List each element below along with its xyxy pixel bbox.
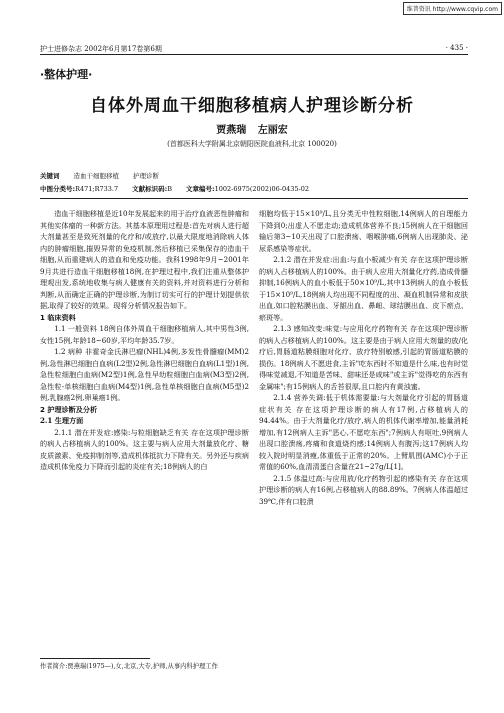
column-name: ·整体护理· bbox=[40, 68, 93, 81]
paragraph: 2.1.5 体温过高:与应用放/化疗药物引起的感染有关 存在这项护理诊断的病人有16例,占移植病人的88.89%。7例病人体温超过39℃,伴有口腔溃 bbox=[259, 473, 468, 506]
doc-code-label: 文献标识码: bbox=[132, 185, 168, 193]
paragraph: 1.1 一般资料 18例自体外周血干细胞移植病人,其中男性3例,女性15例,年龄18~60岁,平均年龄35.7岁。 bbox=[40, 324, 249, 345]
paragraph: 造血干细胞移植是近10年发展起来的用于治疗血液恶性肿瘤和其他实体瘤的一种新方法。其基本原理用过程是:首先对病人进行超大剂量甚至是致死剂量的化疗和/或放疗,以最大限度地消除病人体内的肿瘤细胞,摧毁异常的免疫机制,然后移植已采集保存的造血干细胞,从而重建病人的造血和免疫功能。我科1998年9月~2001年9月共进行造血干细胞移植18例,在护理过程中,我们注重从整体护理观出发,系统地收集与病人健康有关的资料,并对资料进行分析和判断,从而确定正确的护理诊断,为制订切实可行的护理计划提供依据,取得了较好的效果。现将分析情况报告如下。 bbox=[40, 209, 249, 310]
article-title: 自体外周血干细胞移植病人护理诊断分析 bbox=[90, 96, 414, 116]
body-column-left bbox=[40, 208, 249, 473]
article-no-label: 文章编号: bbox=[186, 185, 215, 193]
running-head bbox=[40, 44, 468, 54]
keyword: 造血干细胞移植 bbox=[73, 172, 119, 180]
clc-label: 中图分类号: bbox=[40, 185, 76, 193]
paragraph: 细胞均低于15×10⁹/L,且分类无中性粒细胞,14例病人的自理能力下降到0;出虚人不愿走动;造成机体营养不良;15例病人在干细胞回输后第3~10天出现了口腔溃疡、咽喉肿痛,6例病人出现肺炎、泌尿系感染等症状。 bbox=[259, 209, 468, 253]
watermark-stamp: 维普资讯 http://www.cqvip.com bbox=[403, 2, 502, 15]
paragraph: 2.1.2 潜在并发症:出血:与血小板减少有关 存在这项护理诊断的病人占移植病人的100%。由于病人应用大剂量化疗药,造成骨髓抑制,16例病人的血小板低于50×10⁹/L,其中13例病人的血小板低于15×10⁹/L,18例病人均出现不同程度的出、凝血机制异常和皮肤出血,如口腔粘膜出血、牙龈出血、鼻衄、球结膜出血、皮下瘀点、瘀斑等。 bbox=[259, 255, 468, 322]
author-2: 左丽宏 bbox=[257, 125, 288, 136]
header-rule bbox=[40, 54, 468, 55]
paragraph: 2.1.1 潜在并发症:感染:与粒细胞缺乏有关 存在这项护理诊断的病人占移植病人的100%。这主要与病人应用大剂量放化疗、糖皮质激素、免疫抑制剂等,造成机体抵抗力下降有关。另外还与疾病造成机体免疫力下降而引起的炎症有关;18例病人的白 bbox=[40, 427, 249, 471]
affiliation: (首都医科大学附属北京朝阳医院血液科,北京 100020) bbox=[167, 140, 337, 148]
section-heading: 1 临床资料 bbox=[40, 312, 76, 322]
footnote-rule bbox=[40, 658, 150, 659]
page-number: · 435 · bbox=[445, 44, 468, 52]
author-1: 贾燕瑞 bbox=[216, 125, 247, 136]
article-no-value: 1002-6975(2002)06-0435-02 bbox=[214, 185, 309, 193]
author-footnote: 作者简介:贾燕瑞(1975—),女,北京,大专,护师,从事内科护理工作 bbox=[40, 663, 218, 670]
authors bbox=[0, 121, 504, 136]
subsection-heading: 2.1 生理方面 bbox=[40, 416, 84, 425]
journal-info: 护士进修杂志 2002年6月第17卷第6期 bbox=[40, 45, 162, 53]
metadata-rule bbox=[40, 198, 468, 199]
paragraph: 2.1.4 营养失调:低于机体需要量:与大剂量化疗引起的胃肠道症状有关 存在这项护理诊断的病人有17例,占移植病人的94.44%。由于大剂量化疗/放疗,病人的机体代谢率增加,能量消耗增加,有12例病人主诉"恶心,不愿吃东西";7例病人有呕吐,9例病人出现口腔溃疡,疼痛和食道烧灼感;14例病人有腹泻;这17例病人均较入院时明显消瘦,体重低于正常的20%。上臂肌围(AMC)小于正常值的60%,血清清蛋白含量在21~27g/L[1]。 bbox=[259, 393, 468, 471]
paragraph: 1.2 病种 非霍奇金氏淋巴瘤(NHL)4例,多发性骨髓瘤(MM)2例,急性淋巴细胞白血病(L2型)2例,急性淋巴细胞白血病(L1型)1例,急性粒细胞白血病(M2型)1例,急性早幼粒细胞白血病(M3型)2例,急性粒-单核细胞白血病(M4型)1例,急性单核细胞白血病(M5型)2例,乳腺癌2例,卵巢癌1例。 bbox=[40, 347, 249, 402]
section-heading: 2 护理诊断及分析 bbox=[40, 404, 98, 414]
article-metadata bbox=[40, 170, 468, 196]
doc-code-value: B bbox=[167, 185, 172, 193]
body-column-right bbox=[259, 208, 468, 507]
paragraph: 2.1.3 感知改变:味觉:与应用化疗药物有关 存在这项护理诊断的病人占移植病人的100%。这主要是由于病人应用大剂量的放/化疗后,胃肠道粘膜细胞对化疗、放疗特别敏感,引起的胃肠道粘膜的损伤。18例病人不愿进食,主诉"吃东西时不知道是什么味,也有时觉得味觉减退,不知道是苦味、甜味还是咸味"或主诉"觉得吃的东西有金属味";有15例病人的舌苔很厚,且口腔内有黄浊蜜。 bbox=[259, 324, 468, 391]
keyword: 护理诊断 bbox=[133, 172, 159, 180]
keywords-label: 关键词 bbox=[40, 172, 60, 180]
clc-value: R471;R733.7 bbox=[75, 185, 119, 193]
